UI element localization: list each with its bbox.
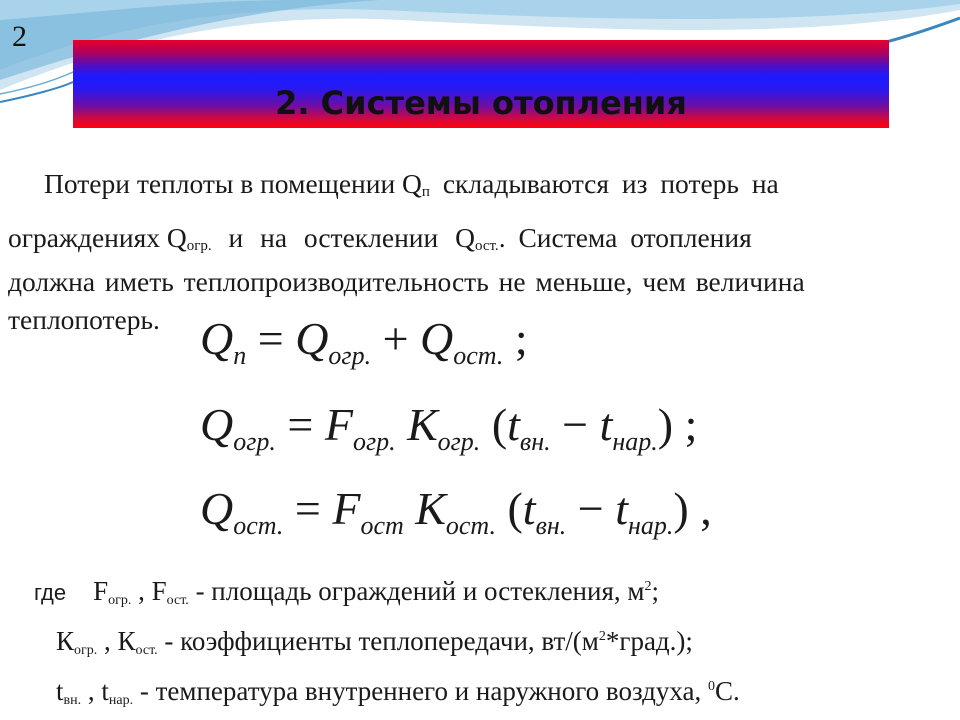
definition-areas: где Fогр. , Fост. - площадь ограждений и остекления, $м^2$; xyxy=(34,576,659,608)
slide-title: 2. Системы отопления xyxy=(275,84,687,122)
definition-temperatures: tвн. , tнар. - температура внутреннего и наружного воздуха, $^0$С. xyxy=(56,676,740,708)
title-banner xyxy=(73,40,889,128)
intro-line-2: ограждениях Qогр. и на остеклении Qост.. Система отопления xyxy=(8,222,752,254)
intro-line-3: должна иметь теплопроизводительность не меньше, чем величина xyxy=(8,266,805,297)
formula-wall-loss: $Q_{огр.} = F_{огр.}$ $К_{огр.}$ $(t_{вн.} - t_{нар.})$ ; xyxy=(200,399,698,456)
formula-glazing-loss: $Q_{ост.} = F_{ост}$ $К_{ост.}$ $(t_{вн.} - t_{нар.})$ , xyxy=(200,483,712,540)
definition-coefficients: Когр. , Кост. - коэффициенты теплопередачи, $вт/(м^2*град.)$; xyxy=(56,626,693,658)
slide-number: 2 xyxy=(12,20,27,53)
formula-total-loss: $Q_п = Q_{огр.} + Q_{ост.}$ ; xyxy=(200,313,528,370)
intro-line-4: теплопотерь. xyxy=(8,304,160,335)
intro-line-1: Потери теплоты в помещении Qп складываются из потерь на xyxy=(44,168,779,200)
